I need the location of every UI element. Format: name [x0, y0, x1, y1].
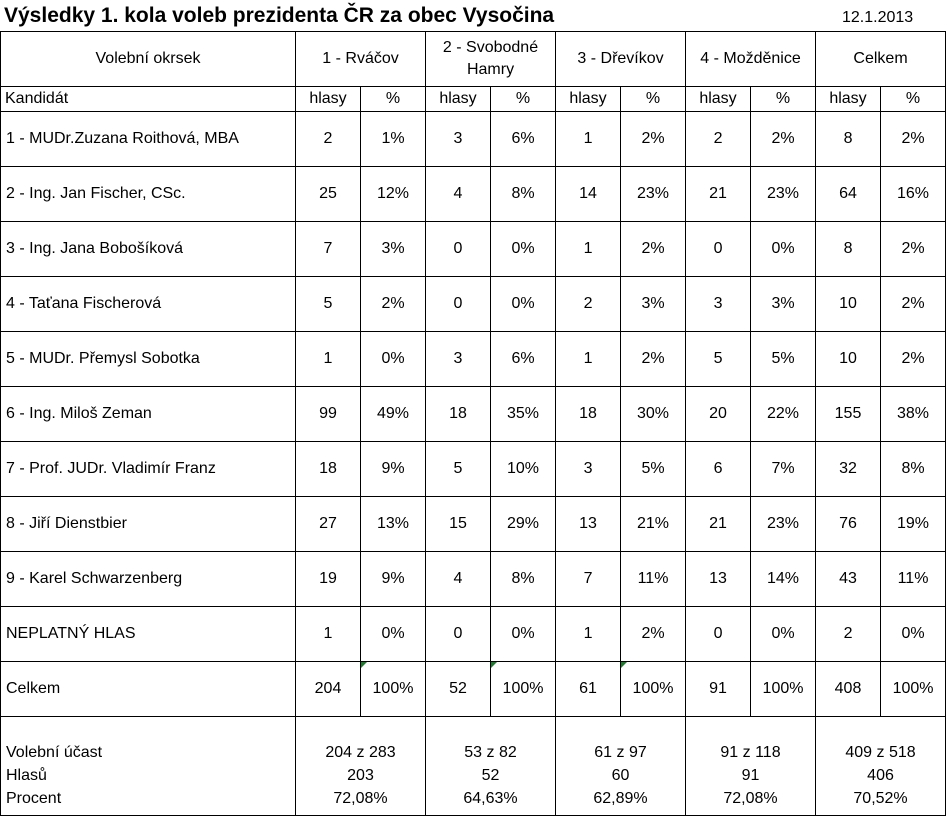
votes-cell: 13 [556, 497, 621, 552]
percent-cell: 2% [621, 222, 686, 277]
candidate-name: NEPLATNÝ HLAS [1, 607, 296, 662]
candidate-row [1, 607, 946, 662]
subheader-row [1, 87, 946, 112]
percent-cell: 0% [751, 222, 816, 277]
district-header: 1 - Rváčov [296, 32, 426, 87]
percent-cell: 30% [621, 387, 686, 442]
turnout-percent: 72,08% [723, 790, 778, 807]
percent-cell: 6% [491, 112, 556, 167]
votes-cell: 8 [816, 222, 881, 277]
percent-cell: 0% [751, 607, 816, 662]
percent-cell: 38% [881, 387, 946, 442]
votes-cell: 2 [816, 607, 881, 662]
votes-cell: 64 [816, 167, 881, 222]
spacer-cell [816, 717, 946, 738]
turnout-row [1, 737, 946, 816]
results-table [0, 31, 946, 816]
votes-count: 52 [481, 767, 500, 784]
votes-cell: 15 [426, 497, 491, 552]
votes-cell: 5 [686, 332, 751, 387]
percent-cell: 22% [751, 387, 816, 442]
percent-cell: 23% [751, 167, 816, 222]
turnout-value: 61 z 97 [594, 744, 647, 761]
spacer-cell [296, 717, 426, 738]
votes-cell: 8 [816, 112, 881, 167]
percent-cell: 100% [621, 662, 686, 717]
candidate-name: 9 - Karel Schwarzenberg [1, 552, 296, 607]
votes-cell: 1 [296, 332, 361, 387]
spacer-cell [426, 717, 556, 738]
turnout-cell [296, 737, 426, 816]
votes-cell: 1 [296, 607, 361, 662]
turnout-value: 204 z 283 [325, 744, 396, 761]
percent-cell: 12% [361, 167, 426, 222]
percent-cell: 2% [361, 277, 426, 332]
votes-cell: 3 [426, 112, 491, 167]
total-row [1, 662, 946, 717]
turnout-cell [556, 737, 686, 816]
turnout-percent: 72,08% [333, 790, 388, 807]
percent-cell: 1% [361, 112, 426, 167]
candidate-name: 8 - Jiří Dienstbier [1, 497, 296, 552]
percent-cell: 0% [491, 222, 556, 277]
spacer-cell [1, 717, 296, 738]
votes-cell: 2 [686, 112, 751, 167]
percent-cell: 19% [881, 497, 946, 552]
percent-cell: 2% [621, 332, 686, 387]
percent-cell: 6% [491, 332, 556, 387]
votes-cell: 25 [296, 167, 361, 222]
turnout-value: 91 z 118 [720, 744, 781, 761]
votes-cell: 2 [556, 277, 621, 332]
spacer-row [1, 717, 946, 738]
percent-cell: 23% [621, 167, 686, 222]
turnout-percent: 70,52% [853, 790, 908, 807]
percent-cell: 2% [751, 112, 816, 167]
percent-cell: 3% [751, 277, 816, 332]
percent-cell: 3% [361, 222, 426, 277]
election-date: 12.1.2013 [842, 9, 914, 26]
percent-cell: 10% [491, 442, 556, 497]
kandidat-label: Kandidát [1, 87, 296, 112]
percent-cell: 0% [491, 607, 556, 662]
percent-cell: 2% [881, 112, 946, 167]
turnout-cell [426, 737, 556, 816]
votes-cell: 0 [686, 607, 751, 662]
candidate-row [1, 497, 946, 552]
votes-cell: 27 [296, 497, 361, 552]
percent-cell: 2% [881, 222, 946, 277]
votes-cell: 3 [426, 332, 491, 387]
turnout-label: Procent [6, 790, 62, 807]
hlasy-label: hlasy [296, 87, 361, 112]
votes-cell: 10 [816, 332, 881, 387]
candidate-row [1, 387, 946, 442]
spacer-cell [686, 717, 816, 738]
candidate-name: 3 - Ing. Jana Bobošíková [1, 222, 296, 277]
percent-cell: 9% [361, 552, 426, 607]
votes-cell: 4 [426, 167, 491, 222]
hlasy-label: hlasy [686, 87, 751, 112]
votes-cell: 21 [686, 167, 751, 222]
votes-cell: 19 [296, 552, 361, 607]
votes-count: 203 [347, 767, 374, 784]
percent-cell: 0% [361, 332, 426, 387]
candidate-row [1, 442, 946, 497]
percent-cell: 100% [491, 662, 556, 717]
spacer-cell [556, 717, 686, 738]
votes-cell: 4 [426, 552, 491, 607]
percent-cell: 9% [361, 442, 426, 497]
district-header: 3 - Dřevíkov [556, 32, 686, 87]
turnout-value: 53 z 82 [464, 744, 517, 761]
percent-cell: 13% [361, 497, 426, 552]
percent-cell: 21% [621, 497, 686, 552]
candidate-row [1, 277, 946, 332]
hlasy-label: hlasy [556, 87, 621, 112]
hlasy-label: hlasy [816, 87, 881, 112]
turnout-cell [816, 737, 946, 816]
percent-cell: 11% [621, 552, 686, 607]
votes-count: 406 [867, 767, 894, 784]
total-label: Celkem [1, 662, 296, 717]
pct-label: % [491, 87, 556, 112]
percent-cell: 8% [491, 167, 556, 222]
turnout-label: Volební účast [6, 744, 103, 761]
votes-cell: 91 [686, 662, 751, 717]
turnout-value: 409 z 518 [845, 744, 916, 761]
percent-cell: 8% [491, 552, 556, 607]
votes-cell: 5 [426, 442, 491, 497]
percent-cell: 14% [751, 552, 816, 607]
header-row [1, 32, 946, 87]
candidate-row [1, 167, 946, 222]
hlasy-label: hlasy [426, 87, 491, 112]
votes-cell: 0 [426, 222, 491, 277]
votes-cell: 1 [556, 332, 621, 387]
votes-cell: 52 [426, 662, 491, 717]
percent-cell: 23% [751, 497, 816, 552]
candidate-row [1, 332, 946, 387]
pct-label: % [881, 87, 946, 112]
votes-cell: 43 [816, 552, 881, 607]
votes-cell: 10 [816, 277, 881, 332]
votes-cell: 18 [426, 387, 491, 442]
votes-cell: 18 [296, 442, 361, 497]
votes-cell: 14 [556, 167, 621, 222]
pct-label: % [361, 87, 426, 112]
turnout-labels [1, 737, 296, 816]
votes-cell: 1 [556, 222, 621, 277]
votes-cell: 204 [296, 662, 361, 717]
percent-cell: 2% [881, 332, 946, 387]
votes-cell: 1 [556, 607, 621, 662]
votes-cell: 18 [556, 387, 621, 442]
votes-count: 60 [611, 767, 630, 784]
percent-cell: 35% [491, 387, 556, 442]
percent-cell: 2% [881, 277, 946, 332]
candidate-row [1, 222, 946, 277]
percent-cell: 11% [881, 552, 946, 607]
percent-cell: 5% [751, 332, 816, 387]
candidate-name: 6 - Ing. Miloš Zeman [1, 387, 296, 442]
candidate-name: 4 - Taťana Fischerová [1, 277, 296, 332]
percent-cell: 29% [491, 497, 556, 552]
district-header: Celkem [816, 32, 946, 87]
votes-cell: 13 [686, 552, 751, 607]
percent-cell: 0% [881, 607, 946, 662]
okrsek-label: Volební okrsek [1, 32, 296, 87]
votes-cell: 0 [686, 222, 751, 277]
percent-cell: 0% [361, 607, 426, 662]
votes-cell: 3 [686, 277, 751, 332]
votes-cell: 155 [816, 387, 881, 442]
votes-cell: 7 [556, 552, 621, 607]
votes-cell: 0 [426, 277, 491, 332]
candidate-name: 7 - Prof. JUDr. Vladimír Franz [1, 442, 296, 497]
votes-cell: 5 [296, 277, 361, 332]
votes-cell: 21 [686, 497, 751, 552]
votes-cell: 61 [556, 662, 621, 717]
candidate-name: 2 - Ing. Jan Fischer, CSc. [1, 167, 296, 222]
percent-cell: 3% [621, 277, 686, 332]
turnout-label: Hlasů [6, 767, 47, 784]
percent-cell: 8% [881, 442, 946, 497]
percent-cell: 2% [621, 112, 686, 167]
votes-cell: 20 [686, 387, 751, 442]
votes-cell: 2 [296, 112, 361, 167]
votes-cell: 76 [816, 497, 881, 552]
percent-cell: 100% [361, 662, 426, 717]
turnout-cell [686, 737, 816, 816]
votes-cell: 32 [816, 442, 881, 497]
candidate-row [1, 552, 946, 607]
percent-cell: 16% [881, 167, 946, 222]
district-header: 2 - Svobodné Hamry [426, 32, 556, 87]
votes-cell: 99 [296, 387, 361, 442]
percent-cell: 100% [751, 662, 816, 717]
turnout-percent: 62,89% [593, 790, 648, 807]
percent-cell: 7% [751, 442, 816, 497]
candidate-name: 5 - MUDr. Přemysl Sobotka [1, 332, 296, 387]
pct-label: % [751, 87, 816, 112]
votes-cell: 6 [686, 442, 751, 497]
percent-cell: 0% [491, 277, 556, 332]
turnout-percent: 64,63% [463, 790, 518, 807]
percent-cell: 100% [881, 662, 946, 717]
candidate-row [1, 112, 946, 167]
percent-cell: 5% [621, 442, 686, 497]
page-title: Výsledky 1. kola voleb prezidenta ČR za obec Vysočina [4, 4, 555, 27]
percent-cell: 49% [361, 387, 426, 442]
candidate-name: 1 - MUDr.Zuzana Roithová, MBA [1, 112, 296, 167]
votes-cell: 7 [296, 222, 361, 277]
votes-cell: 1 [556, 112, 621, 167]
votes-cell: 0 [426, 607, 491, 662]
votes-count: 91 [741, 767, 760, 784]
votes-cell: 3 [556, 442, 621, 497]
votes-cell: 408 [816, 662, 881, 717]
percent-cell: 2% [621, 607, 686, 662]
pct-label: % [621, 87, 686, 112]
district-header: 4 - Možděnice [686, 32, 816, 87]
